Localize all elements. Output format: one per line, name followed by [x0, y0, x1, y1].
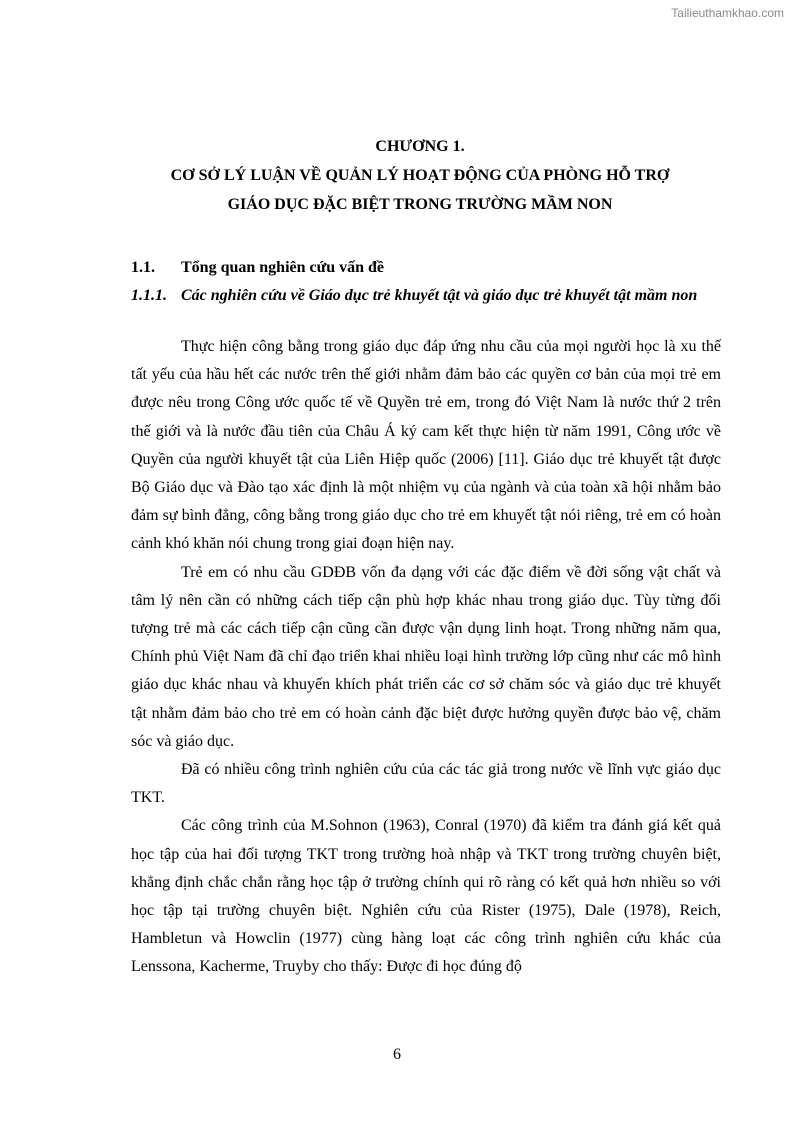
paragraph: Các công trình của M.Sohnon (1963), Conral (1970) đã kiểm tra đánh giá kết quả học tập của hai đối tượng TKT trong trường hoà nhập và TKT trong trường chuyên biệt, khẳng định chắc chắn rằng học tập ở trường chính qui rõ ràng có kết quả hơn nhiều so với học tập tại trường chuyên biệt. Nghiên cứu của Rister (1975), Dale (1978), Reich, Hambletun và Howclin (1977) cùng hàng loạt các công trình nghiên cứu khác của Lenssona, Kacherme, Truyby cho thấy: Được đi học đúng độ	[131, 817, 721, 976]
section-title: Các nghiên cứu về Giáo dục trẻ khuyết tật và giáo dục trẻ khuyết tật mầm non	[181, 287, 698, 304]
section-number: 1.1.1.	[131, 287, 167, 304]
section-number: 1.1.	[131, 259, 155, 276]
paragraph: Đã có nhiều công trình nghiên cứu của các tác giả trong nước về lĩnh vực giáo dục TKT.	[131, 761, 721, 807]
chapter-title-line-1: CƠ SỞ LÝ LUẬN VỀ QUẢN LÝ HOẠT ĐỘNG CỦA PHÒNG HỖ TRỢ	[170, 167, 670, 184]
chapter-heading	[120, 132, 720, 219]
chapter-label: CHƯƠNG 1.	[375, 138, 465, 155]
page-number: 6	[393, 1046, 401, 1063]
paragraph: Thực hiện công bằng trong giáo dục đáp ứng nhu cầu của mọi người học là xu thế tất yếu của hầu hết các nước trên thế giới nhằm đảm bảo các quyền cơ bản của mọi trẻ em được nêu trong Công ước quốc tế về Quyền trẻ em, trong đó Việt Nam là nước thứ 2 trên thế giới và là nước đầu tiên của Châu Á ký cam kết thực hiện từ năm 1991, Công ước về Quyền của người khuyết tật của Liên Hiệp quốc (2006) [11]. Giáo dục trẻ khuyết tật được Bộ Giáo dục và Đào tạo xác định là một nhiệm vụ của ngành và của toàn xã hội nhằm bảo đảm sự bình đẳng, công bằng trong giáo dục cho trẻ em khuyết tật nói riêng, trẻ em có hoàn cảnh khó khăn nói chung trong giai đoạn hiện nay.	[131, 338, 721, 553]
paragraph: Trẻ em có nhu cầu GDĐB vốn đa dạng với các đặc điểm về đời sống vật chất và tâm lý nên cần có những cách tiếp cận phù hợp khác nhau trong giáo dục. Tùy từng đối tượng trẻ mà các cách tiếp cận cũng cần được vận dụng linh hoạt. Trong những năm qua, Chính phủ Việt Nam đã chỉ đạo triển khai nhiều loại hình trường lớp cũng như các mô hình giáo dục khác nhau và khuyến khích phát triển các cơ sở chăm sóc và giáo dục trẻ khuyết tật nhằm đảm bảo cho trẻ em có hoàn cảnh đặc biệt được hưởng quyền được bảo vệ, chăm sóc và giáo dục.	[131, 563, 721, 750]
watermark: Tailieuthamkhao.com	[671, 6, 784, 20]
chapter-title-line-2: GIÁO DỤC ĐẶC BIỆT TRONG TRƯỜNG MẦM NON	[227, 196, 613, 213]
body-text	[131, 333, 721, 982]
section-title: Tổng quan nghiên cứu vấn đề	[181, 259, 385, 276]
